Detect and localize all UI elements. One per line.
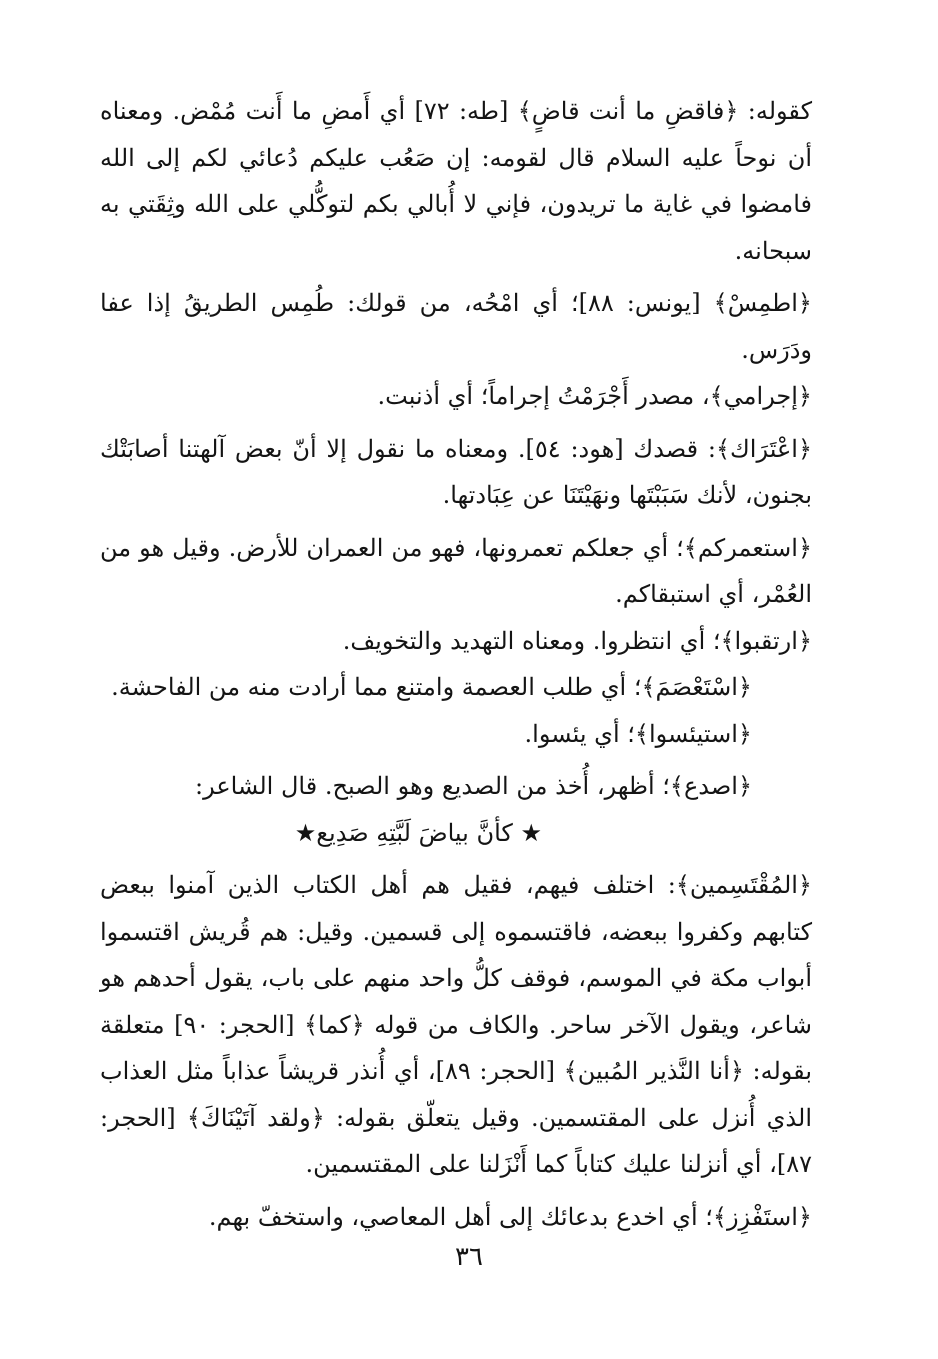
paragraph-istayasu: ﴿استيئسوا﴾؛ أي يئسوا. xyxy=(524,719,752,748)
page-body xyxy=(100,88,812,1240)
paragraph-muqtasimin: ﴿المُقْتَسِمين﴾: اختلف فيهم، فقيل هم أهل الكتاب الذين آمنوا ببعض كتابهم وكفروا ببعضه، فاقتسموه إلى قسمين. وقيل: هم قُريش اقتسموا أبواب مكة في الموسم، فوقف كلُّ واحد منهم على باب، يقول أحدهم هو شاعر، ويقول الآخر ساحر. والكاف من قوله ﴿كما﴾ [الحجر: ٩٠] متعلقة بقوله: ﴿أنا النَّذير المُبين﴾ [الحجر: ٨٩]، أي أُنذر قريشاً عذاباً مثل العذاب الذي أُنزل على المقتسمين. وقيل يتعلّق بقوله: ﴿ولقد آتَيْنَاكَ﴾ [الحجر: ٨٧]، أي أنزلنا عليك كتاباً كما أَنْزَلنا على المقتسمين. xyxy=(100,871,813,1178)
poetry-verse: ★ كأنَّ بياضَ لَبَّتِهِ صَدِيع★ xyxy=(294,818,542,847)
paragraph-isda: ﴿اصدع﴾؛ أظهر، أُخذ من الصديع وهو الصبح. قال الشاعر: xyxy=(194,772,752,800)
paragraph-istamarakum: ﴿استعمركم﴾؛ أي جعلكم تعمرونها، فهو من العمران للأرض. وقيل هو من العُمْر، أي استبقاكم. xyxy=(100,533,813,608)
paragraph-istafziz: ﴿استَفْزِز﴾؛ أي اخدع بدعائك إلى أهل المعاصي، واستخفّ بهم. xyxy=(208,1202,812,1231)
paragraph-itarak: ﴿اعْتَرَاك﴾: قصدك [هود: ٥٤]. ومعناه ما نقول إلا أنّ بعض آلهتنا أصابَتْك بجنون، لأنك سَبَبْتَها ونهَيْتَنَا عن عِبَادتها. xyxy=(100,434,813,509)
paragraph-istasam: ﴿اسْتَعْصَمَ﴾؛ أي طلب العصمة وامتنع مما أرادت منه من الفاحشة. xyxy=(111,673,752,701)
paragraph-qadi: كقوله: ﴿فاقضِ ما أنت قاضٍ﴾ [طه: ٧٢] أي أَمضِ ما أَنت مُمْض. ومعناه أن نوحاً عليه السلام قال لقومه: إن صَعُب عليكم دُعائي لكم إلى الله فامضوا في غاية ما تريدون، فإني لا أُبالي بكم لتوكُّلي على الله وثِقَتي به سبحانه. xyxy=(100,97,813,265)
paragraph-itmis: ﴿اطمِسْ﴾ [يونس: ٨٨]؛ أي امْحُه، من قولك: طُمِس الطريقُ إذا عفا ودَرَس. xyxy=(100,289,812,364)
paragraph-irtaqibu: ﴿ارتقبوا﴾؛ أي انتظروا. ومعناه التهديد والتخويف. xyxy=(342,626,812,655)
paragraph-ijrami: ﴿إجرامي﴾، مصدر أَجْرَمْتُ إجراماً؛ أي أذنبت. xyxy=(377,382,812,410)
page-number: ٣٦ xyxy=(455,1242,483,1272)
